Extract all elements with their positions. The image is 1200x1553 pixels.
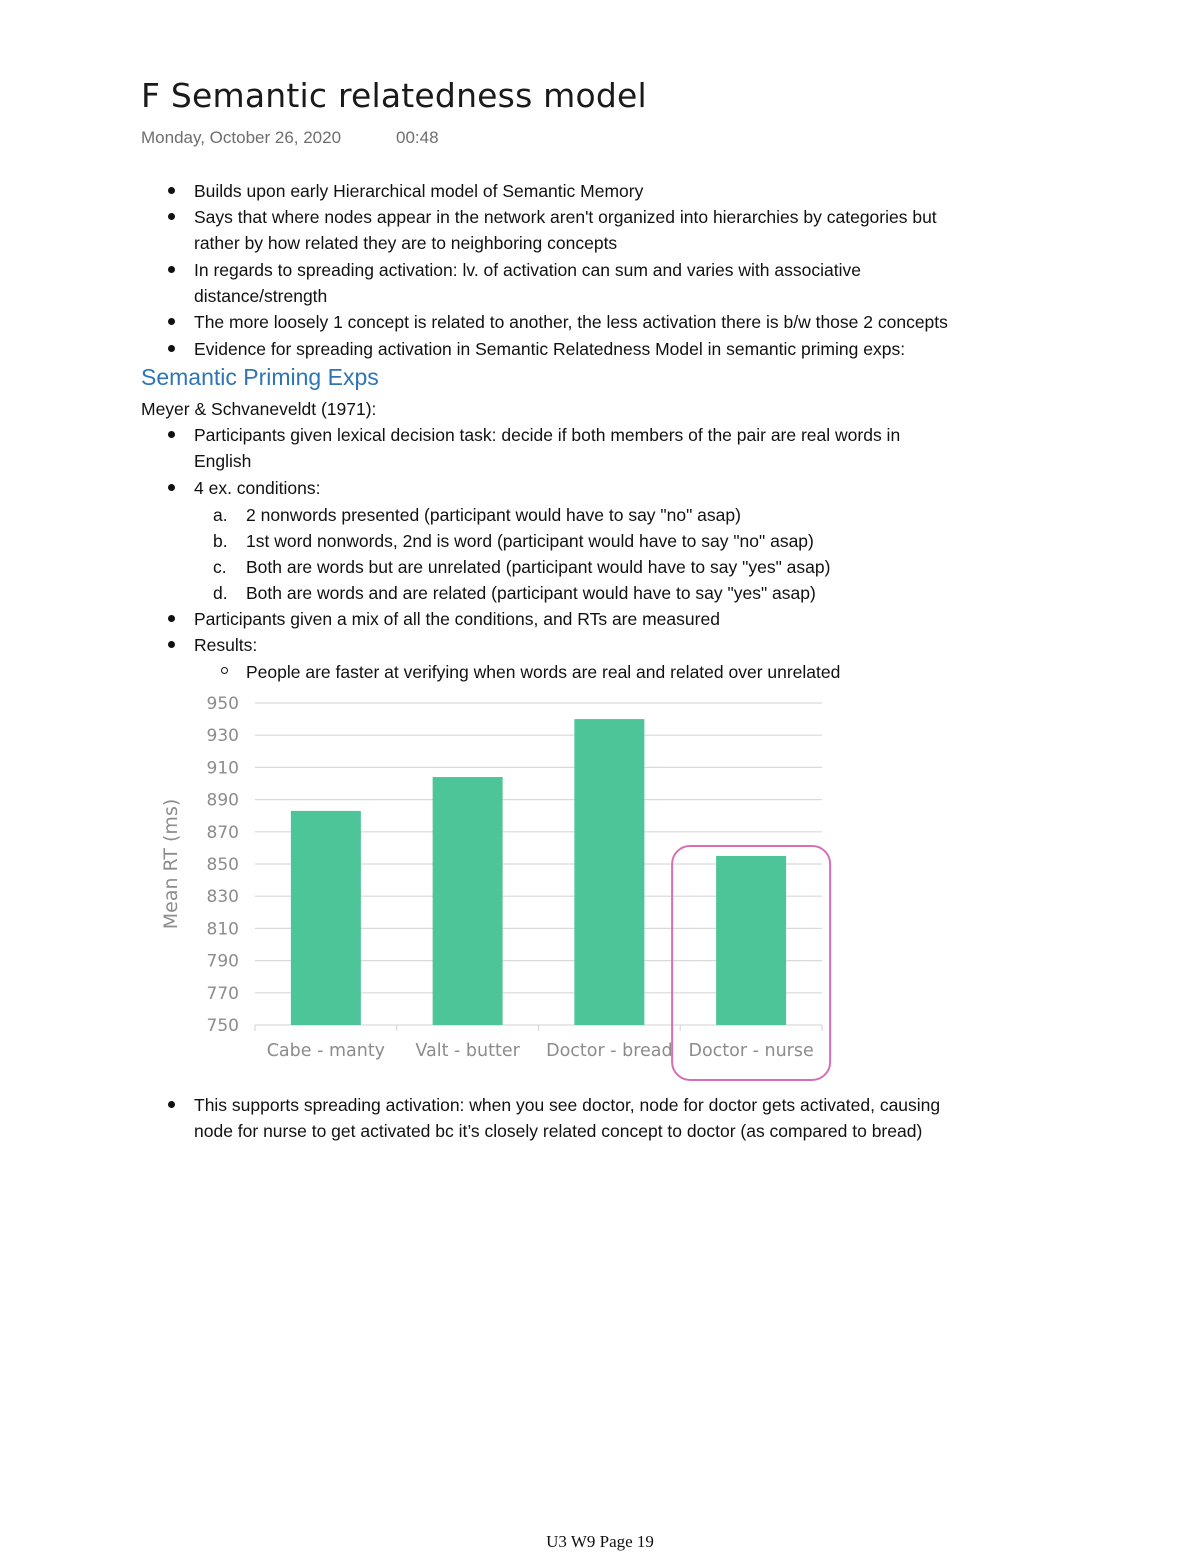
- y-tick-label: 950: [206, 694, 239, 714]
- y-tick-label: 850: [206, 855, 239, 875]
- condition-item: Both are words but are unrelated (participant would have to say "yes" asap): [246, 557, 831, 577]
- section-heading: Semantic Priming Exps: [141, 364, 379, 390]
- list-item: Participants given lexical decision task: decide if both members of the pair are real words in: [194, 425, 901, 445]
- y-tick-label: 830: [206, 887, 239, 908]
- y-tick-label: 870: [206, 822, 239, 843]
- condition-item: 1st word nonwords, 2nd is word (participant would have to say "no" asap): [246, 531, 814, 551]
- bullet-icon: [168, 187, 175, 194]
- list-item: Says that where nodes appear in the network aren't organized into hierarchies by categories but: [194, 207, 937, 227]
- list-item: The more loosely 1 concept is related to another, the less activation there is b/w those 2 concepts: [194, 312, 948, 332]
- list-item-continued: distance/strength: [194, 286, 328, 306]
- y-tick-label: 770: [206, 983, 239, 1004]
- x-tick-label: Doctor - bread: [546, 1041, 673, 1061]
- list-item: Evidence for spreading activation in Semantic Relatedness Model in semantic priming exps:: [194, 339, 906, 359]
- bullet-icon: [168, 484, 175, 491]
- bar: [433, 777, 503, 1025]
- condition-letter: a.: [213, 505, 228, 525]
- y-tick-label: 890: [206, 790, 239, 811]
- list-item: This supports spreading activation: when you see doctor, node for doctor gets activated, causing: [194, 1095, 941, 1115]
- condition-item: 2 nonwords presented (participant would have to say "no" asap): [246, 505, 741, 525]
- list-item: Results:: [194, 635, 258, 655]
- list-item: In regards to spreading activation: lv. of activation can sum and varies with associative: [194, 260, 861, 280]
- list-item-continued: node for nurse to get activated bc it’s closely related concept to doctor (as compared to bread): [194, 1121, 923, 1141]
- bullet-icon: [168, 641, 175, 648]
- citation: Meyer & Schvaneveldt (1971):: [141, 399, 377, 419]
- list-item: Builds upon early Hierarchical model of Semantic Memory: [194, 181, 644, 201]
- list-item: 4 ex. conditions:: [194, 478, 321, 498]
- condition-letter: d.: [213, 583, 228, 603]
- condition-letter: b.: [213, 531, 228, 551]
- y-axis-label: Mean RT (ms): [160, 798, 182, 930]
- list-item: Participants given a mix of all the conditions, and RTs are measured: [194, 609, 720, 629]
- y-tick-label: 790: [206, 951, 239, 972]
- bullet-icon: [168, 266, 175, 273]
- page-footer: U3 W9 Page 19: [546, 1532, 654, 1551]
- y-tick-label: 750: [206, 1016, 239, 1036]
- sub-list-item: People are faster at verifying when words are real and related over unrelated: [246, 662, 841, 682]
- bullet-icon: [168, 345, 175, 352]
- bullet-icon: [168, 615, 175, 622]
- bar: [291, 811, 361, 1025]
- x-tick-label: Cabe - manty: [266, 1041, 386, 1061]
- list-item-continued: English: [194, 451, 252, 471]
- bar: [574, 719, 644, 1025]
- page-title: F Semantic relatedness model: [141, 76, 647, 115]
- y-tick-label: 810: [206, 919, 239, 940]
- bullet-icon: [168, 318, 175, 325]
- bullet-icon: [168, 431, 175, 438]
- x-tick-label: Doctor - nurse: [688, 1041, 814, 1061]
- bar: [716, 856, 786, 1025]
- sub-bullet-icon: [221, 667, 228, 674]
- y-tick-label: 910: [206, 758, 239, 779]
- list-item-continued: rather by how related they are to neighboring concepts: [194, 233, 618, 253]
- bullet-icon: [168, 213, 175, 220]
- note-date: Monday, October 26, 2020: [141, 128, 342, 147]
- bullet-icon: [168, 1101, 175, 1108]
- x-tick-label: Valt - butter: [415, 1041, 520, 1061]
- rt-bar-chart: [150, 688, 850, 1088]
- condition-item: Both are words and are related (participant would have to say "yes" asap): [246, 583, 816, 603]
- note-time: 00:48: [396, 128, 439, 147]
- condition-letter: c.: [213, 557, 227, 577]
- y-tick-label: 930: [206, 726, 239, 747]
